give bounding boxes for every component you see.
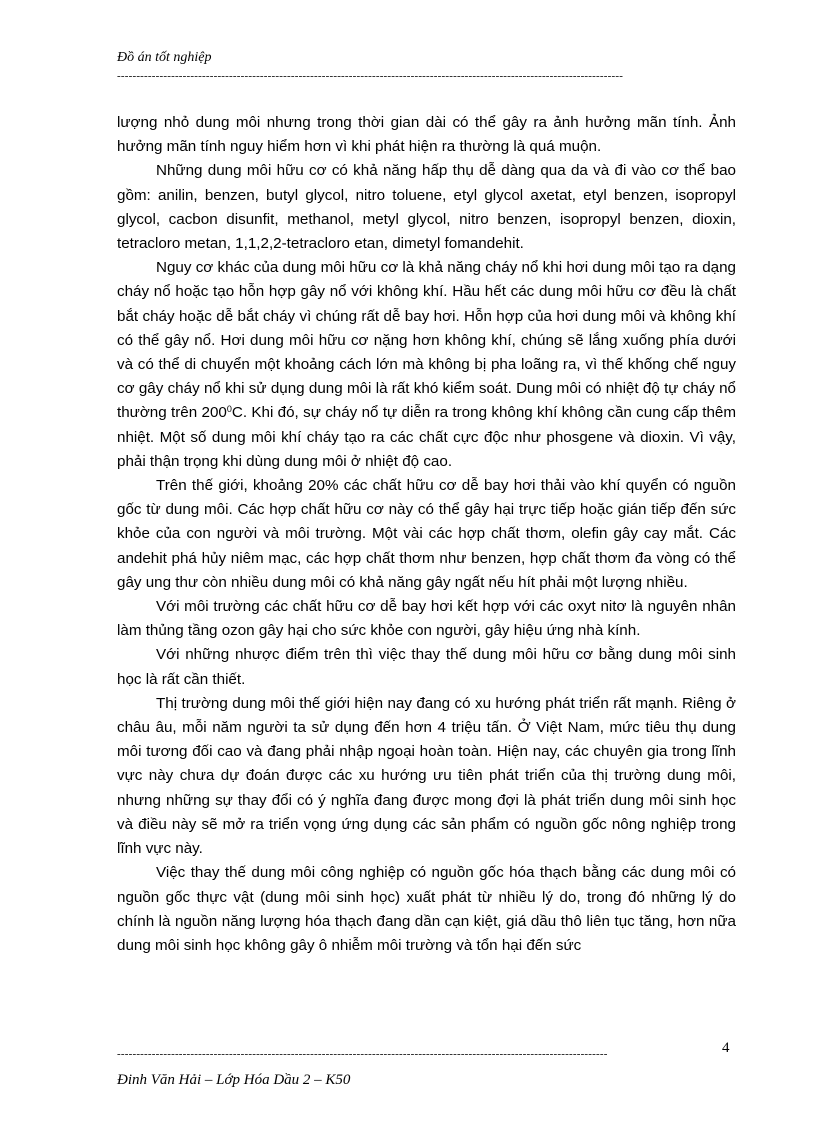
paragraph: Những dung môi hữu cơ có khả năng hấp thụ dễ dàng qua da và đi vào cơ thể bao gồm: anilin, benzen, butyl glycol, nitro toluene, etyl glycol axetat, etyl benzen, isopropyl glycol, cacbon disunfit, methanol, metyl glycol, nitro benzen, isopropyl benzen, dioxin, tetracloro metan, 1,1,2,2-tetracloro etan, dimetyl fomandehit. — [117, 162, 736, 253]
paragraph: Trên thế giới, khoảng 20% các chất hữu cơ dễ bay hơi thải vào khí quyển có nguồn gốc từ dung môi. Các hợp chất hữu cơ này có thể gây hại trực tiếp hoặc gián tiếp đến sức khỏe của con người và môi trường. Một vài các hợp chất thơm, olefin gây cay mắt. Các andehit phá hủy niêm mạc, các hợp chất thơm như benzen, hợp chất thơm đa vòng có thể gây ung thư còn nhiều dung môi có khả năng gây ngất nếu hít phải một lượng nhiều. — [117, 477, 736, 591]
body-text — [117, 111, 736, 958]
paragraph: Với những nhược điểm trên thì việc thay thế dung môi hữu cơ bằng dung môi sinh học là rất cần thiết. — [117, 646, 736, 688]
paragraph: Thị trường dung môi thế giới hiện nay đang có xu hướng phát triển rất mạnh. Riêng ở châu âu, mỗi năm người ta sử dụng đến hơn 4 triệu tấn. Ở Việt Nam, mức tiêu thụ dung môi tương đối cao và đang phải nhập ngoại hoàn toàn. Hiện nay, các chuyên gia trong lĩnh vực này chưa dự đoán được các xu hướng ưu tiên phát triển của thị trường dung môi, nhưng những sự thay đổi có ý nghĩa đang được mong đợi là phát triển dung môi sinh học và điều này sẽ mở ra triển vọng ứng dụng các sản phẩm có nguồn gốc nông nghiệp trong lĩnh vực này. — [117, 694, 736, 858]
paragraph: Với môi trường các chất hữu cơ dễ bay hơi kết hợp với các oxyt nitơ là nguyên nhân làm thủng tầng ozon gây hại cho sức khỏe con người, gây hiệu ứng nhà kính. — [117, 598, 736, 640]
footer-rule: ------------------------------------------------------------------------------------------------------------------------------- — [117, 1048, 608, 1060]
paragraph-text-continued: C. Khi đó, sự cháy nổ tự diễn ra trong không khí không cần cung cấp thêm nhiệt. Một số dung môi khí cháy tạo ra các chất cực độc như phosgene và dioxin. Vì vậy, phải thận trọng khi dùng dung môi ở nhiệt độ cao. — [117, 404, 736, 470]
paragraph — [117, 256, 736, 474]
paragraph: Việc thay thế dung môi công nghiệp có nguồn gốc hóa thạch bằng các dung môi có nguồn gốc thực vật (dung môi sinh học) xuất phát từ nhiều lý do, trong đó những lý do chính là nguồn năng lượng hóa thạch đang dần cạn kiệt, giá dầu thô liên tục tăng, hơn nữa dung môi sinh học không gây ô nhiễm môi trường và tổn hại đến sức — [117, 864, 736, 954]
paragraph-text: Nguy cơ khác của dung môi hữu cơ là khả năng cháy nổ khi hơi dung môi tạo ra dạng cháy nổ hoặc tạo hỗn hợp gây nổ với không khí. Hầu hết các dung môi hữu cơ đều là chất bắt cháy hoặc dễ bắt cháy vì chúng rất dễ bay hơi. Hỗn hợp của hơi dung môi và không khí có thể gây nổ. Hơi dung môi hữu cơ nặng hơn không khí, chúng sẽ lắng xuống phía dưới và có thể di chuyển một khoảng cách lớn mà không bị pha loãng ra, vì thế khống chế nguy cơ gây cháy nổ khi sử dụng dung môi là rất khó kiểm soát. Dung môi có nhiệt độ tự cháy nổ thường trên 200 — [117, 259, 736, 422]
page-number: 4 — [722, 1040, 730, 1056]
header-title: Đồ án tốt nghiệp — [117, 50, 212, 65]
paragraph: lượng nhỏ dung môi nhưng trong thời gian dài có thể gây ra ảnh hưởng mãn tính. Ảnh hưởng mãn tính nguy hiểm hơn vì khi phát hiện ra thường là quá muộn. — [117, 114, 736, 156]
footer-author: Đinh Văn Hải – Lớp Hóa Dầu 2 – K50 — [117, 1072, 351, 1088]
header-rule: ----------------------------------------------------------------------------------------------------------------------------------- — [117, 70, 624, 82]
degree-superscript: 0 — [226, 404, 232, 415]
